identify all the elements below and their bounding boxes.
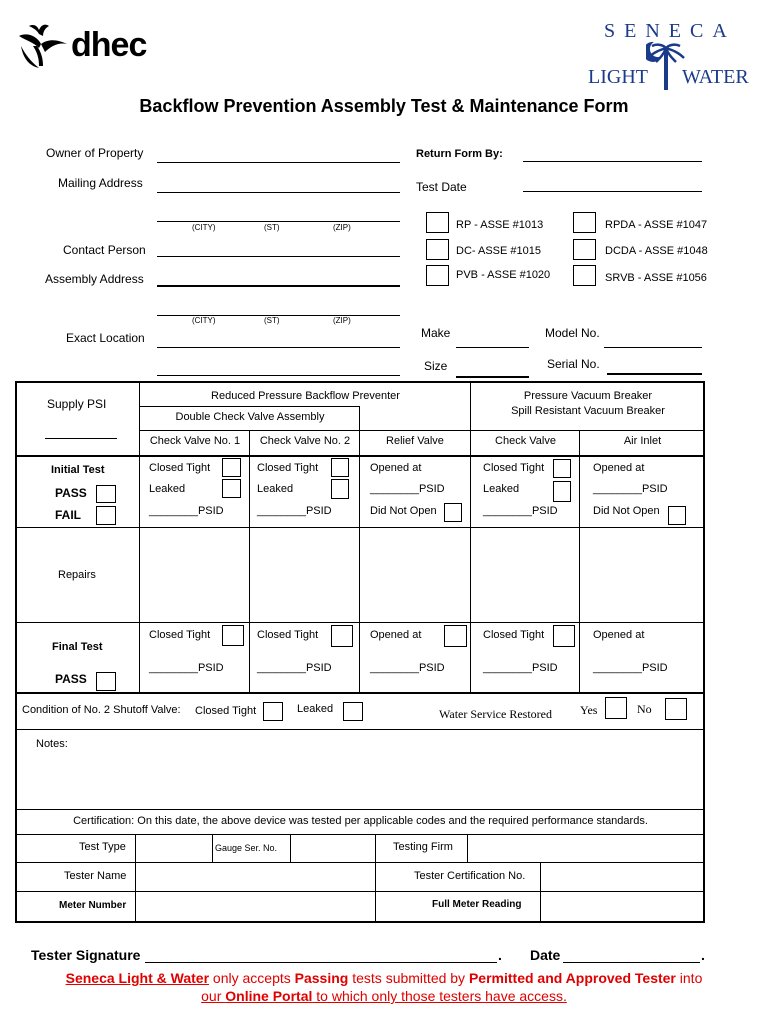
table-divider bbox=[16, 862, 705, 863]
cv2-closed-tight-label: Closed Tight bbox=[257, 462, 319, 474]
final-cv2-closed-tight-label: Closed Tight bbox=[257, 629, 319, 641]
col-air-inlet: Air Inlet bbox=[623, 435, 662, 447]
table-divider bbox=[540, 863, 541, 922]
cv1-leaked-checkbox[interactable] bbox=[222, 479, 241, 498]
table-divider bbox=[16, 527, 705, 528]
table-divider bbox=[212, 835, 213, 862]
notice-text-2: tests submitted by bbox=[348, 970, 469, 986]
col-check-valve-2: Check Valve No. 2 bbox=[259, 435, 351, 447]
owner-of-property-label: Owner of Property bbox=[46, 146, 144, 160]
signature-dot: . bbox=[498, 947, 502, 963]
tester-name-field[interactable] bbox=[137, 864, 374, 890]
rp-checkbox[interactable] bbox=[426, 212, 449, 233]
tester-cert-no-field[interactable] bbox=[542, 864, 704, 890]
test-date-field[interactable] bbox=[523, 191, 702, 192]
final-air-opened-at-label: Opened at bbox=[593, 629, 645, 641]
assembly-address-field[interactable] bbox=[157, 285, 400, 287]
state-caption: (ST) bbox=[264, 223, 280, 232]
owner-of-property-field[interactable] bbox=[157, 162, 400, 163]
shutoff-condition-label: Condition of No. 2 Shutoff Valve: bbox=[22, 704, 181, 716]
cv2-leaked-label: Leaked bbox=[257, 483, 294, 495]
dcda-label: DCDA - ASSE #1048 bbox=[605, 245, 708, 257]
dc-checkbox[interactable] bbox=[426, 239, 449, 260]
dc-header: Double Check Valve Assembly bbox=[175, 411, 325, 423]
signature-date-field[interactable] bbox=[563, 962, 700, 963]
final-cv1-psid[interactable]: ________PSID bbox=[149, 662, 224, 674]
repairs-label: Repairs bbox=[58, 569, 96, 581]
table-divider bbox=[135, 835, 136, 922]
notice-passing: Passing bbox=[294, 970, 349, 986]
pvb-label: PVB - ASSE #1020 bbox=[456, 269, 551, 281]
test-type-label: Test Type bbox=[79, 841, 126, 853]
meter-number-label: Meter Number bbox=[59, 900, 127, 911]
table-divider bbox=[579, 430, 580, 692]
full-meter-reading-label: Full Meter Reading bbox=[432, 899, 522, 910]
final-air-psid[interactable]: ________PSID bbox=[593, 662, 668, 674]
initial-pass-label: PASS bbox=[55, 486, 87, 500]
exact-location-field-2[interactable] bbox=[157, 375, 400, 376]
final-cv1-closed-tight-label: Closed Tight bbox=[149, 629, 211, 641]
table-divider bbox=[16, 729, 705, 730]
air-did-not-open-label: Did Not Open bbox=[593, 505, 660, 517]
no-checkbox[interactable] bbox=[665, 698, 687, 720]
cv-closed-tight-label: Closed Tight bbox=[483, 462, 545, 474]
table-divider bbox=[16, 692, 705, 694]
cv1-closed-tight-label: Closed Tight bbox=[149, 462, 211, 474]
final-cv-closed-tight-checkbox[interactable] bbox=[553, 625, 575, 647]
repairs-relief-cell[interactable] bbox=[361, 529, 469, 621]
notice-text-4: our bbox=[201, 988, 226, 1004]
palmetto-icon bbox=[646, 38, 686, 92]
certification-text: Certification: On this date, the above device was tested per applicable codes and the required performance standards. bbox=[73, 815, 648, 827]
col-check-valve-1: Check Valve No. 1 bbox=[149, 435, 241, 447]
air-opened-at-label: Opened at bbox=[593, 462, 645, 474]
state-caption-2: (ST) bbox=[264, 316, 280, 325]
initial-fail-label: FAIL bbox=[55, 508, 81, 522]
seneca-logo bbox=[588, 18, 750, 92]
air-psid[interactable]: ________PSID bbox=[593, 483, 668, 495]
gauge-ser-no-label: Gauge Ser. No. bbox=[215, 843, 278, 853]
size-field[interactable] bbox=[456, 376, 529, 378]
page-title: Backflow Prevention Assembly Test & Maintenance Form bbox=[139, 96, 629, 116]
model-no-field[interactable] bbox=[604, 347, 702, 348]
table-divider bbox=[16, 809, 705, 810]
yes-label: Yes bbox=[580, 703, 598, 717]
table-divider bbox=[249, 430, 250, 692]
exact-location-label: Exact Location bbox=[66, 331, 145, 345]
repairs-cv2-cell[interactable] bbox=[251, 529, 358, 621]
final-relief-checkbox[interactable] bbox=[444, 625, 467, 647]
tester-signature-label: Tester Signature bbox=[31, 947, 141, 963]
seneca-logo-bottom-left: LIGHT bbox=[588, 66, 648, 88]
srvb-label: SRVB - ASSE #1056 bbox=[605, 272, 707, 284]
table-divider bbox=[139, 382, 140, 692]
repairs-cv-cell[interactable] bbox=[472, 529, 578, 621]
city-state-zip-field[interactable] bbox=[157, 221, 400, 222]
dc-label: DC- ASSE #1015 bbox=[456, 245, 541, 257]
make-field[interactable] bbox=[456, 347, 529, 348]
city-caption-2: (CITY) bbox=[192, 316, 216, 325]
repairs-air-cell[interactable] bbox=[581, 529, 704, 621]
cv1-closed-tight-checkbox[interactable] bbox=[222, 458, 241, 477]
contact-person-label: Contact Person bbox=[63, 243, 146, 257]
cv2-psid[interactable]: ________PSID bbox=[257, 505, 332, 517]
seneca-logo-bottom-right: WATER bbox=[682, 66, 749, 88]
mailing-address-field[interactable] bbox=[157, 192, 400, 193]
relief-psid[interactable]: ________PSID bbox=[370, 483, 445, 495]
relief-did-not-open-label: Did Not Open bbox=[370, 505, 437, 517]
supply-psi-field[interactable] bbox=[45, 438, 117, 439]
initial-pass-checkbox[interactable] bbox=[96, 485, 116, 503]
no-label: No bbox=[637, 702, 652, 716]
table-divider bbox=[375, 835, 376, 922]
notice-text-1: only accepts bbox=[209, 970, 295, 986]
cv1-psid[interactable]: ________PSID bbox=[149, 505, 224, 517]
size-label: Size bbox=[424, 359, 448, 373]
full-meter-reading-field[interactable] bbox=[542, 893, 704, 921]
final-relief-psid[interactable]: ________PSID bbox=[370, 662, 445, 674]
final-pass-checkbox[interactable] bbox=[96, 672, 116, 691]
dhec-logo-text: dhec bbox=[71, 26, 147, 64]
test-type-field[interactable] bbox=[137, 836, 211, 861]
assembly-address-label: Assembly Address bbox=[45, 272, 144, 286]
table-divider bbox=[16, 455, 705, 457]
table-divider bbox=[470, 382, 471, 692]
table-divider bbox=[290, 835, 291, 862]
notes-field[interactable] bbox=[80, 732, 700, 806]
city-caption: (CITY) bbox=[192, 223, 216, 232]
table-divider bbox=[139, 406, 360, 407]
cv2-closed-tight-checkbox[interactable] bbox=[331, 458, 349, 477]
air-did-not-open-checkbox[interactable] bbox=[668, 506, 686, 525]
seneca-logo-top: SENECA bbox=[604, 20, 736, 42]
shutoff-closed-tight-label: Closed Tight bbox=[195, 705, 257, 717]
srvb-checkbox[interactable] bbox=[573, 265, 596, 286]
notice-permitted: Permitted and Approved Tester bbox=[468, 970, 676, 986]
rpda-label: RPDA - ASSE #1047 bbox=[605, 219, 708, 231]
cv-leaked-label: Leaked bbox=[483, 483, 520, 495]
tester-name-label: Tester Name bbox=[64, 870, 127, 882]
return-form-by-label: Return Form By: bbox=[416, 148, 503, 160]
final-test-label: Final Test bbox=[52, 641, 103, 653]
final-cv-closed-tight-label: Closed Tight bbox=[483, 629, 545, 641]
final-cv1-closed-tight-checkbox[interactable] bbox=[222, 625, 244, 646]
mailing-address-label: Mailing Address bbox=[58, 176, 143, 190]
initial-test-label: Initial Test bbox=[51, 464, 105, 476]
notice-text-5: to which only those testers have access. bbox=[312, 988, 567, 1004]
repairs-cv1-cell[interactable] bbox=[141, 529, 248, 621]
gauge-ser-no-field[interactable] bbox=[292, 836, 374, 861]
exact-location-field[interactable] bbox=[157, 347, 400, 348]
table-divider bbox=[16, 891, 705, 892]
testing-firm-field[interactable] bbox=[469, 836, 704, 861]
table-divider bbox=[139, 430, 705, 431]
testing-firm-label: Testing Firm bbox=[393, 841, 453, 853]
zip-caption-2: (ZIP) bbox=[333, 316, 351, 325]
shutoff-leaked-checkbox[interactable] bbox=[343, 702, 363, 721]
final-pass-label: PASS bbox=[55, 672, 87, 686]
relief-did-not-open-checkbox[interactable] bbox=[444, 503, 462, 522]
zip-caption: (ZIP) bbox=[333, 223, 351, 232]
final-cv2-closed-tight-checkbox[interactable] bbox=[331, 625, 353, 647]
notice-text bbox=[0, 969, 768, 1005]
final-cv-psid[interactable]: ________PSID bbox=[483, 662, 558, 674]
water-service-restored-label: Water Service Restored bbox=[439, 707, 552, 721]
srvb-header: Spill Resistant Vacuum Breaker bbox=[511, 405, 665, 417]
tester-cert-no-label: Tester Certification No. bbox=[414, 870, 526, 882]
return-form-by-field[interactable] bbox=[523, 161, 702, 162]
dhec-logo-icon bbox=[15, 22, 71, 70]
shutoff-closed-tight-checkbox[interactable] bbox=[263, 702, 283, 721]
table-divider bbox=[467, 835, 468, 862]
pvb-header: Pressure Vacuum Breaker bbox=[523, 390, 653, 402]
date-label: Date bbox=[530, 947, 561, 963]
rp-label: RP - ASSE #1013 bbox=[456, 219, 544, 231]
table-divider bbox=[16, 622, 705, 623]
notice-online-portal[interactable]: Online Portal bbox=[225, 988, 313, 1004]
dhec-logo bbox=[15, 22, 165, 70]
notes-label: Notes: bbox=[36, 738, 68, 750]
relief-opened-at-label: Opened at bbox=[370, 462, 422, 474]
cv-psid[interactable]: ________PSID bbox=[483, 505, 558, 517]
pvb-checkbox[interactable] bbox=[426, 265, 449, 286]
col-relief-valve: Relief Valve bbox=[386, 435, 444, 447]
serial-no-label: Serial No. bbox=[547, 357, 600, 371]
col-check-valve: Check Valve bbox=[495, 435, 556, 447]
notice-text-3: into bbox=[675, 970, 703, 986]
cv-leaked-checkbox[interactable] bbox=[553, 481, 571, 502]
cv-closed-tight-checkbox[interactable] bbox=[553, 459, 571, 478]
final-cv2-psid[interactable]: ________PSID bbox=[257, 662, 332, 674]
contact-person-field[interactable] bbox=[157, 256, 400, 257]
serial-no-field[interactable] bbox=[607, 373, 702, 375]
table-divider bbox=[16, 834, 705, 835]
date-dot: . bbox=[701, 947, 705, 963]
shutoff-leaked-label: Leaked bbox=[297, 703, 334, 715]
final-relief-opened-at-label: Opened at bbox=[370, 629, 422, 641]
cv1-leaked-label: Leaked bbox=[149, 483, 186, 495]
tester-signature-field[interactable] bbox=[145, 962, 497, 963]
dcda-checkbox[interactable] bbox=[573, 239, 596, 260]
make-label: Make bbox=[421, 326, 451, 340]
rp-header: Reduced Pressure Backflow Preventer bbox=[211, 390, 400, 402]
yes-checkbox[interactable] bbox=[605, 697, 627, 719]
model-no-label: Model No. bbox=[545, 326, 600, 340]
notice-seneca: Seneca Light & Water bbox=[65, 970, 210, 986]
initial-fail-checkbox[interactable] bbox=[96, 506, 116, 525]
cv2-leaked-checkbox[interactable] bbox=[331, 479, 349, 499]
test-date-label: Test Date bbox=[416, 180, 467, 194]
meter-number-field[interactable] bbox=[137, 893, 374, 921]
table-divider bbox=[359, 406, 360, 692]
supply-psi-label: Supply PSI bbox=[47, 397, 107, 411]
rpda-checkbox[interactable] bbox=[573, 212, 596, 233]
